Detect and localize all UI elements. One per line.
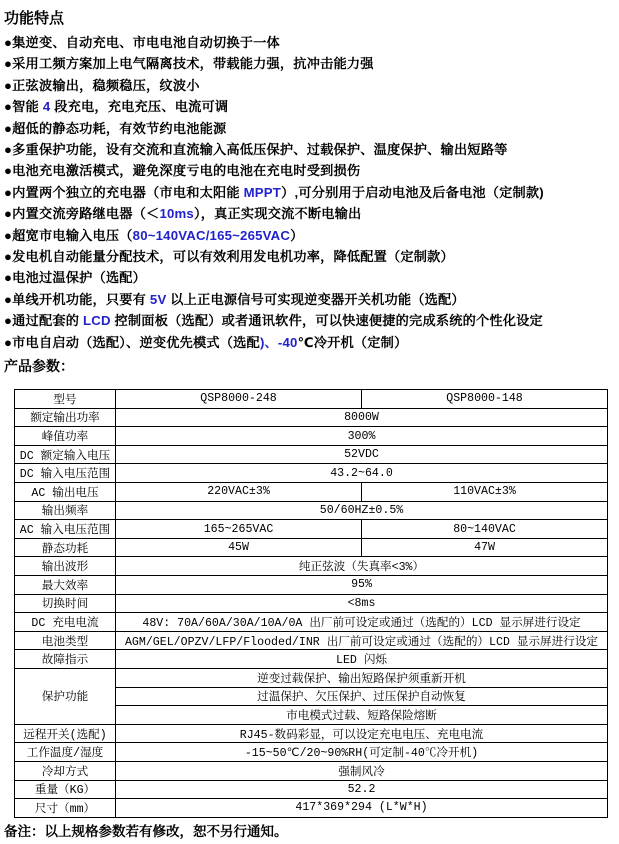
spec-value: 110VAC±3% [362,483,608,502]
feature-text: ） [290,227,304,243]
feature-text: ●内置两个独立的充电器（市电和太阳能 [4,184,244,200]
spec-value: 纯正弦波（失真率<3%） [116,557,608,576]
spec-value: AGM/GEL/OPZV/LFP/Flooded/INR 出厂前可设定或通过（选配的）LCD 显示屏进行设定 [116,631,608,650]
spec-value: 强制风冷 [116,761,608,780]
spec-row [15,594,608,613]
spec-value: 52VDC [116,445,608,464]
feature-bullet [4,332,613,353]
spec-value: 80~140VAC [362,520,608,539]
spec-label: 远程开关(选配) [15,724,116,743]
spec-label: AC 输入电压范围 [15,520,116,539]
spec-value: QSP8000-248 [116,390,362,409]
spec-value: 47W [362,538,608,557]
feature-text: ●单线开机功能，只要有 [4,291,150,307]
spec-row [15,631,608,650]
feature-bullet [4,139,613,160]
spec-label: 型号 [15,390,116,409]
feature-bullet [4,203,613,224]
spec-value: QSP8000-148 [362,390,608,409]
spec-label: 最大效率 [15,576,116,595]
spec-row [15,501,608,520]
spec-value: 165~265VAC [116,520,362,539]
spec-value: 过温保护、欠压保护、过压保护自动恢复 [116,687,608,706]
feature-text: ●通过配套的 [4,313,83,329]
feature-text: ）,可分别用于启动电池及后备电池（定制款) [281,184,544,200]
spec-label: 峰值功率 [15,427,116,446]
feature-text: ●智能 [4,99,43,115]
spec-row [15,483,608,502]
spec-row [15,613,608,632]
spec-row [15,799,608,818]
footer-note: 备注：以上规格参数若有修改，恕不另行通知。 [4,823,288,839]
spec-value: 市电模式过载、短路保险熔断 [116,706,608,725]
spec-row [15,557,608,576]
feature-text: 以上正电源信号可实现逆变器开关机功能（选配） [166,291,465,307]
spec-value: 300% [116,427,608,446]
feature-bullet [4,96,613,117]
spec-value: 50/60HZ±0.5% [116,501,608,520]
feature-text: ），真正实现交流不断电输出 [193,206,362,222]
spec-row [15,650,608,669]
feature-bullet [4,182,613,203]
spec-value: 48V: 70A/60A/30A/10A/0A 出厂前可设定或通过（选配的）LCD 显示屏进行设定 [116,613,608,632]
feature-bullet [4,32,613,53]
spec-label: DC 额定输入电压 [15,445,116,464]
spec-value: LED 闪烁 [116,650,608,669]
spec-value: 95% [116,576,608,595]
spec-row [15,724,608,743]
feature-text-highlight: MPPT [243,184,282,200]
feature-text-highlight: LCD [82,313,111,329]
spec-label: AC 输出电压 [15,483,116,502]
spec-label: 故障指示 [15,650,116,669]
spec-label: 保护功能 [15,669,116,725]
spec-value: 逆变过载保护、输出短路保护须重新开机 [116,669,608,688]
feature-text: ●采用工频方案加上电气隔离技术，带载能力强，抗冲击能力强 [4,56,374,72]
spec-row [15,427,608,446]
spec-label: 电池类型 [15,631,116,650]
spec-value: 43.2~64.0 [116,464,608,483]
spec-row [15,445,608,464]
feature-text-highlight: )、-40 [259,334,298,350]
spec-label: 工作温度/湿度 [15,743,116,762]
feature-text: ●电池过温保护（选配） [4,270,147,286]
feature-text-highlight: 4 [42,99,51,115]
feature-text: ●发电机自动能量分配技术，可以有效利用发电机功率，降低配置（定制款） [4,249,454,265]
spec-value: 417*369*294 (L*W*H) [116,799,608,818]
feature-bullet [4,246,613,267]
spec-row [15,743,608,762]
spec-label: 静态功耗 [15,538,116,557]
feature-bullet [4,267,613,288]
feature-text: 控制面板（选配）或者通讯软件，可以快速便捷的完成系统的个性化设定 [110,313,543,329]
spec-value: 220VAC±3% [116,483,362,502]
spec-value: -15~50℃/20~90%RH(可定制-40℃冷开机) [116,743,608,762]
feature-bullet [4,53,613,74]
spec-row [15,669,608,688]
features-list [4,32,613,353]
spec-label: 重量（KG） [15,780,116,799]
feature-text: ●超低的静态功耗，有效节约电池能源 [4,120,227,136]
spec-row [15,520,608,539]
feature-bullet [4,160,613,181]
features-section-title: 功能特点 [4,10,65,27]
spec-value: 8000W [116,408,608,427]
spec-row [15,464,608,483]
spec-row [15,761,608,780]
spec-row [15,538,608,557]
spec-label: 输出波形 [15,557,116,576]
spec-row [15,390,608,409]
params-section-title: 产品参数： [4,358,74,375]
feature-bullet [4,310,613,331]
feature-bullet [4,225,613,246]
spec-value: 52.2 [116,780,608,799]
feature-text: ●正弦波输出，稳频稳压，纹波小 [4,77,200,93]
spec-row [15,780,608,799]
feature-text: ●市电自启动（选配）、逆变优先模式（选配 [4,334,260,350]
feature-text: ●电池充电激活模式，避免深度亏电的电池在充电时受到损伤 [4,163,361,179]
spec-table [14,389,608,818]
spec-label: 切换时间 [15,594,116,613]
spec-value: <8ms [116,594,608,613]
feature-text: ●多重保护功能，设有交流和直流输入高低压保护、过载保护、温度保护、输出短路等 [4,142,508,158]
spec-value: 45W [116,538,362,557]
feature-text-highlight: 5V [149,291,167,307]
spec-label: 额定输出功率 [15,408,116,427]
spec-label: 冷却方式 [15,761,116,780]
feature-text-highlight: 80~140VAC/165~265VAC [132,227,291,243]
spec-row [15,576,608,595]
feature-text-highlight: 10ms [159,206,194,222]
spec-value: RJ45-数码彩显，可以设定充电电压、充电电流 [116,724,608,743]
feature-text: 段充电，充电充压、电流可调 [50,99,229,115]
spec-label: DC 充电电流 [15,613,116,632]
feature-text: ●集逆变、自动充电、市电电池自动切换于一体 [4,35,280,50]
feature-bullet [4,75,613,96]
feature-bullet [4,118,613,139]
feature-bullet [4,289,613,310]
spec-label: 输出频率 [15,501,116,520]
feature-text: ℃冷开机（定制） [297,334,408,350]
spec-label: 尺寸（mm） [15,799,116,818]
feature-text: ●内置交流旁路继电器（＜ [4,206,160,222]
feature-text: ●超宽市电输入电压（ [4,227,133,243]
spec-label: DC 输入电压范围 [15,464,116,483]
spec-row [15,408,608,427]
